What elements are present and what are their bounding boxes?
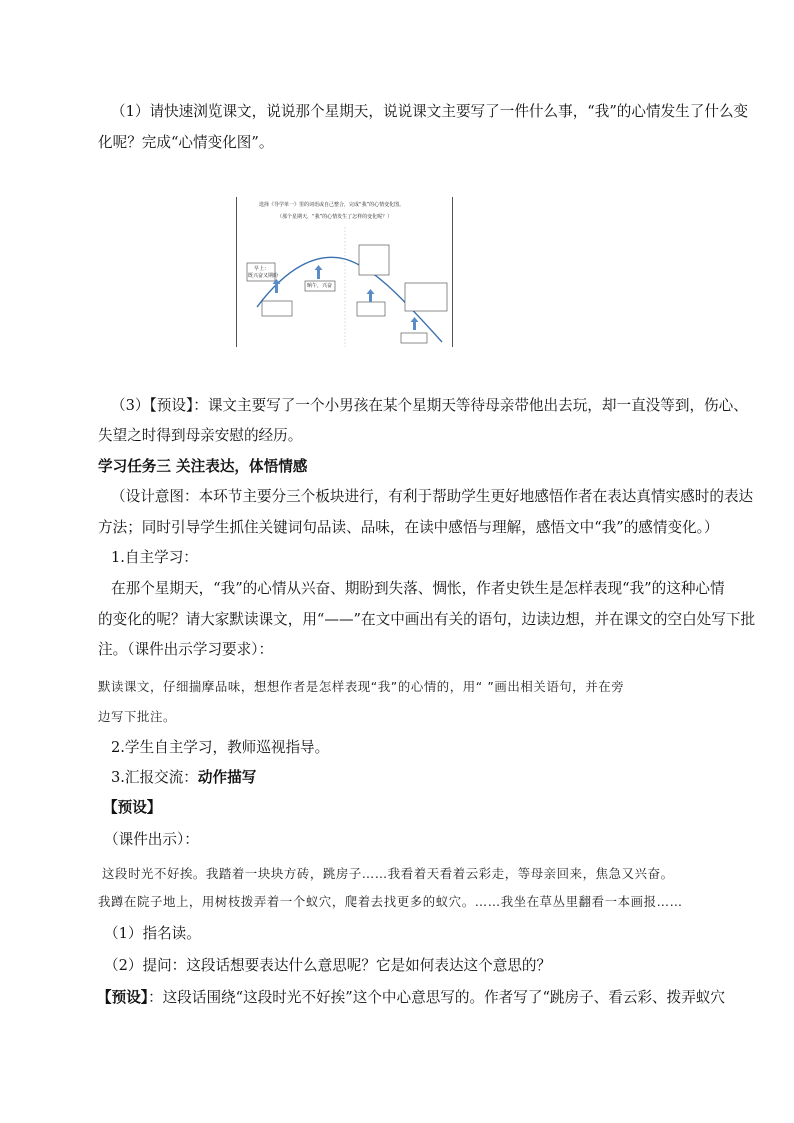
preset-answer-label: 【预设】 xyxy=(97,989,149,1006)
mood-change-diagram xyxy=(236,197,453,347)
step-1-label: 1.自主学习： xyxy=(111,549,198,566)
preset-answer-line xyxy=(97,983,726,1013)
diagram-instruction-1: 选择《导学单一》里的词语或自己整合，完成“我”的心情变化图。 xyxy=(259,202,405,208)
activity-1: （1）指名读。 xyxy=(104,925,201,942)
step-1-text-line-3: 注。（课件出示学习要求）： xyxy=(98,641,274,658)
question-1-line-2: 化呢？完成“心情变化图”。 xyxy=(98,134,274,151)
excerpt-line-2: 我蹲在院子地上，用树枝拨弄着一个蚁穴，爬着去找更多的蚁穴。……我坐在草丛里翻看一本画报…… xyxy=(98,894,683,909)
question-1-line-1: （1）请快速浏览课文，说说那个星期天，说说课文主要写了一件什么事，“我”的心情发生了什么变 xyxy=(111,103,749,120)
task-3-heading: 学习任务三 关注表达，体悟情感 xyxy=(98,458,308,475)
preset-3-line-2: 失望之时得到母亲安慰的经历。 xyxy=(98,427,303,444)
step-2-text: 2.学生自主学习，教师巡视指导。 xyxy=(111,739,330,756)
excerpt-line-1: 这段时光不好挨。我踏着一块块方砖，跳房子……我看着天看着云彩走，等母亲回来，焦急又兴奋。 xyxy=(102,866,674,881)
step-1-text-line-2: 的变化的呢？请大家默读课文，用“——”在文中画出有关的语句，边读边想，并在课文的空白处写下批 xyxy=(98,611,756,628)
step-3-label: 3.汇报交流： xyxy=(111,769,198,786)
diagram-box-morning-label-2: 既兴奋又期盼 xyxy=(248,273,279,279)
preset-3-line-1: （3）【预设】：课文主要写了一个小男孩在某个星期天等待母亲带他出去玩，却一直没等到，伤心、 xyxy=(111,397,748,414)
arrow-2-shaft xyxy=(317,269,320,279)
box-right xyxy=(405,283,447,311)
diagram-box-noon-label: 晌午，兴奋 xyxy=(307,283,333,289)
arrow-4-shaft xyxy=(413,321,416,330)
arrow-2-head xyxy=(315,265,323,270)
step-3-text xyxy=(111,763,723,793)
courseware-show-label: （课件出示）： xyxy=(104,831,199,848)
design-intent-line-2: 方法；同时引导学生抓住关键词句品读、品味，在读中感悟与理解，感悟文中“我”的感情变化。） xyxy=(98,519,719,536)
box-lower-1 xyxy=(262,301,292,316)
box-bottom xyxy=(401,333,427,343)
arrow-1-shaft xyxy=(275,283,278,293)
diagram-instruction-2: （那个星期天，“我”的心情发生了怎样的变化呢？） xyxy=(277,214,393,220)
box-upper-right xyxy=(359,245,389,275)
arrow-4-head xyxy=(411,317,419,322)
courseware-requirement-line-2: 边写下批注。 xyxy=(98,709,176,724)
diagram-box-morning-label: 早上： xyxy=(254,266,270,272)
arrow-3-shaft xyxy=(369,293,372,302)
activity-2: （2）提问：这段话想要表达什么意思呢？它是如何表达这个意思的？ xyxy=(104,957,552,974)
preset-label: 【预设】 xyxy=(103,799,162,816)
step-3-topic: 动作描写 xyxy=(197,769,257,786)
box-lower-2 xyxy=(357,302,385,316)
arrow-3-head xyxy=(367,289,375,294)
courseware-requirement-line-1: 默读课文，仔细揣摩品味，想想作者是怎样表现“我”的心情的，用“ ”画出相关语句，并在旁 xyxy=(98,679,625,694)
preset-answer-text: ：这段话围绕“这段时光不好挨”这个中心意思写的。作者写了“跳房子、看云彩、拨弄蚁穴 xyxy=(148,989,726,1006)
step-1-text-line-1: 在那个星期天，“我”的心情从兴奋、期盼到失落、惆怅，作者史铁生是怎样表现“我”的这种心情 xyxy=(111,580,725,597)
design-intent-line-1: （设计意图：本环节主要分三个板块进行，有利于帮助学生更好地感悟作者在表达真情实感时的表达 xyxy=(111,488,754,505)
